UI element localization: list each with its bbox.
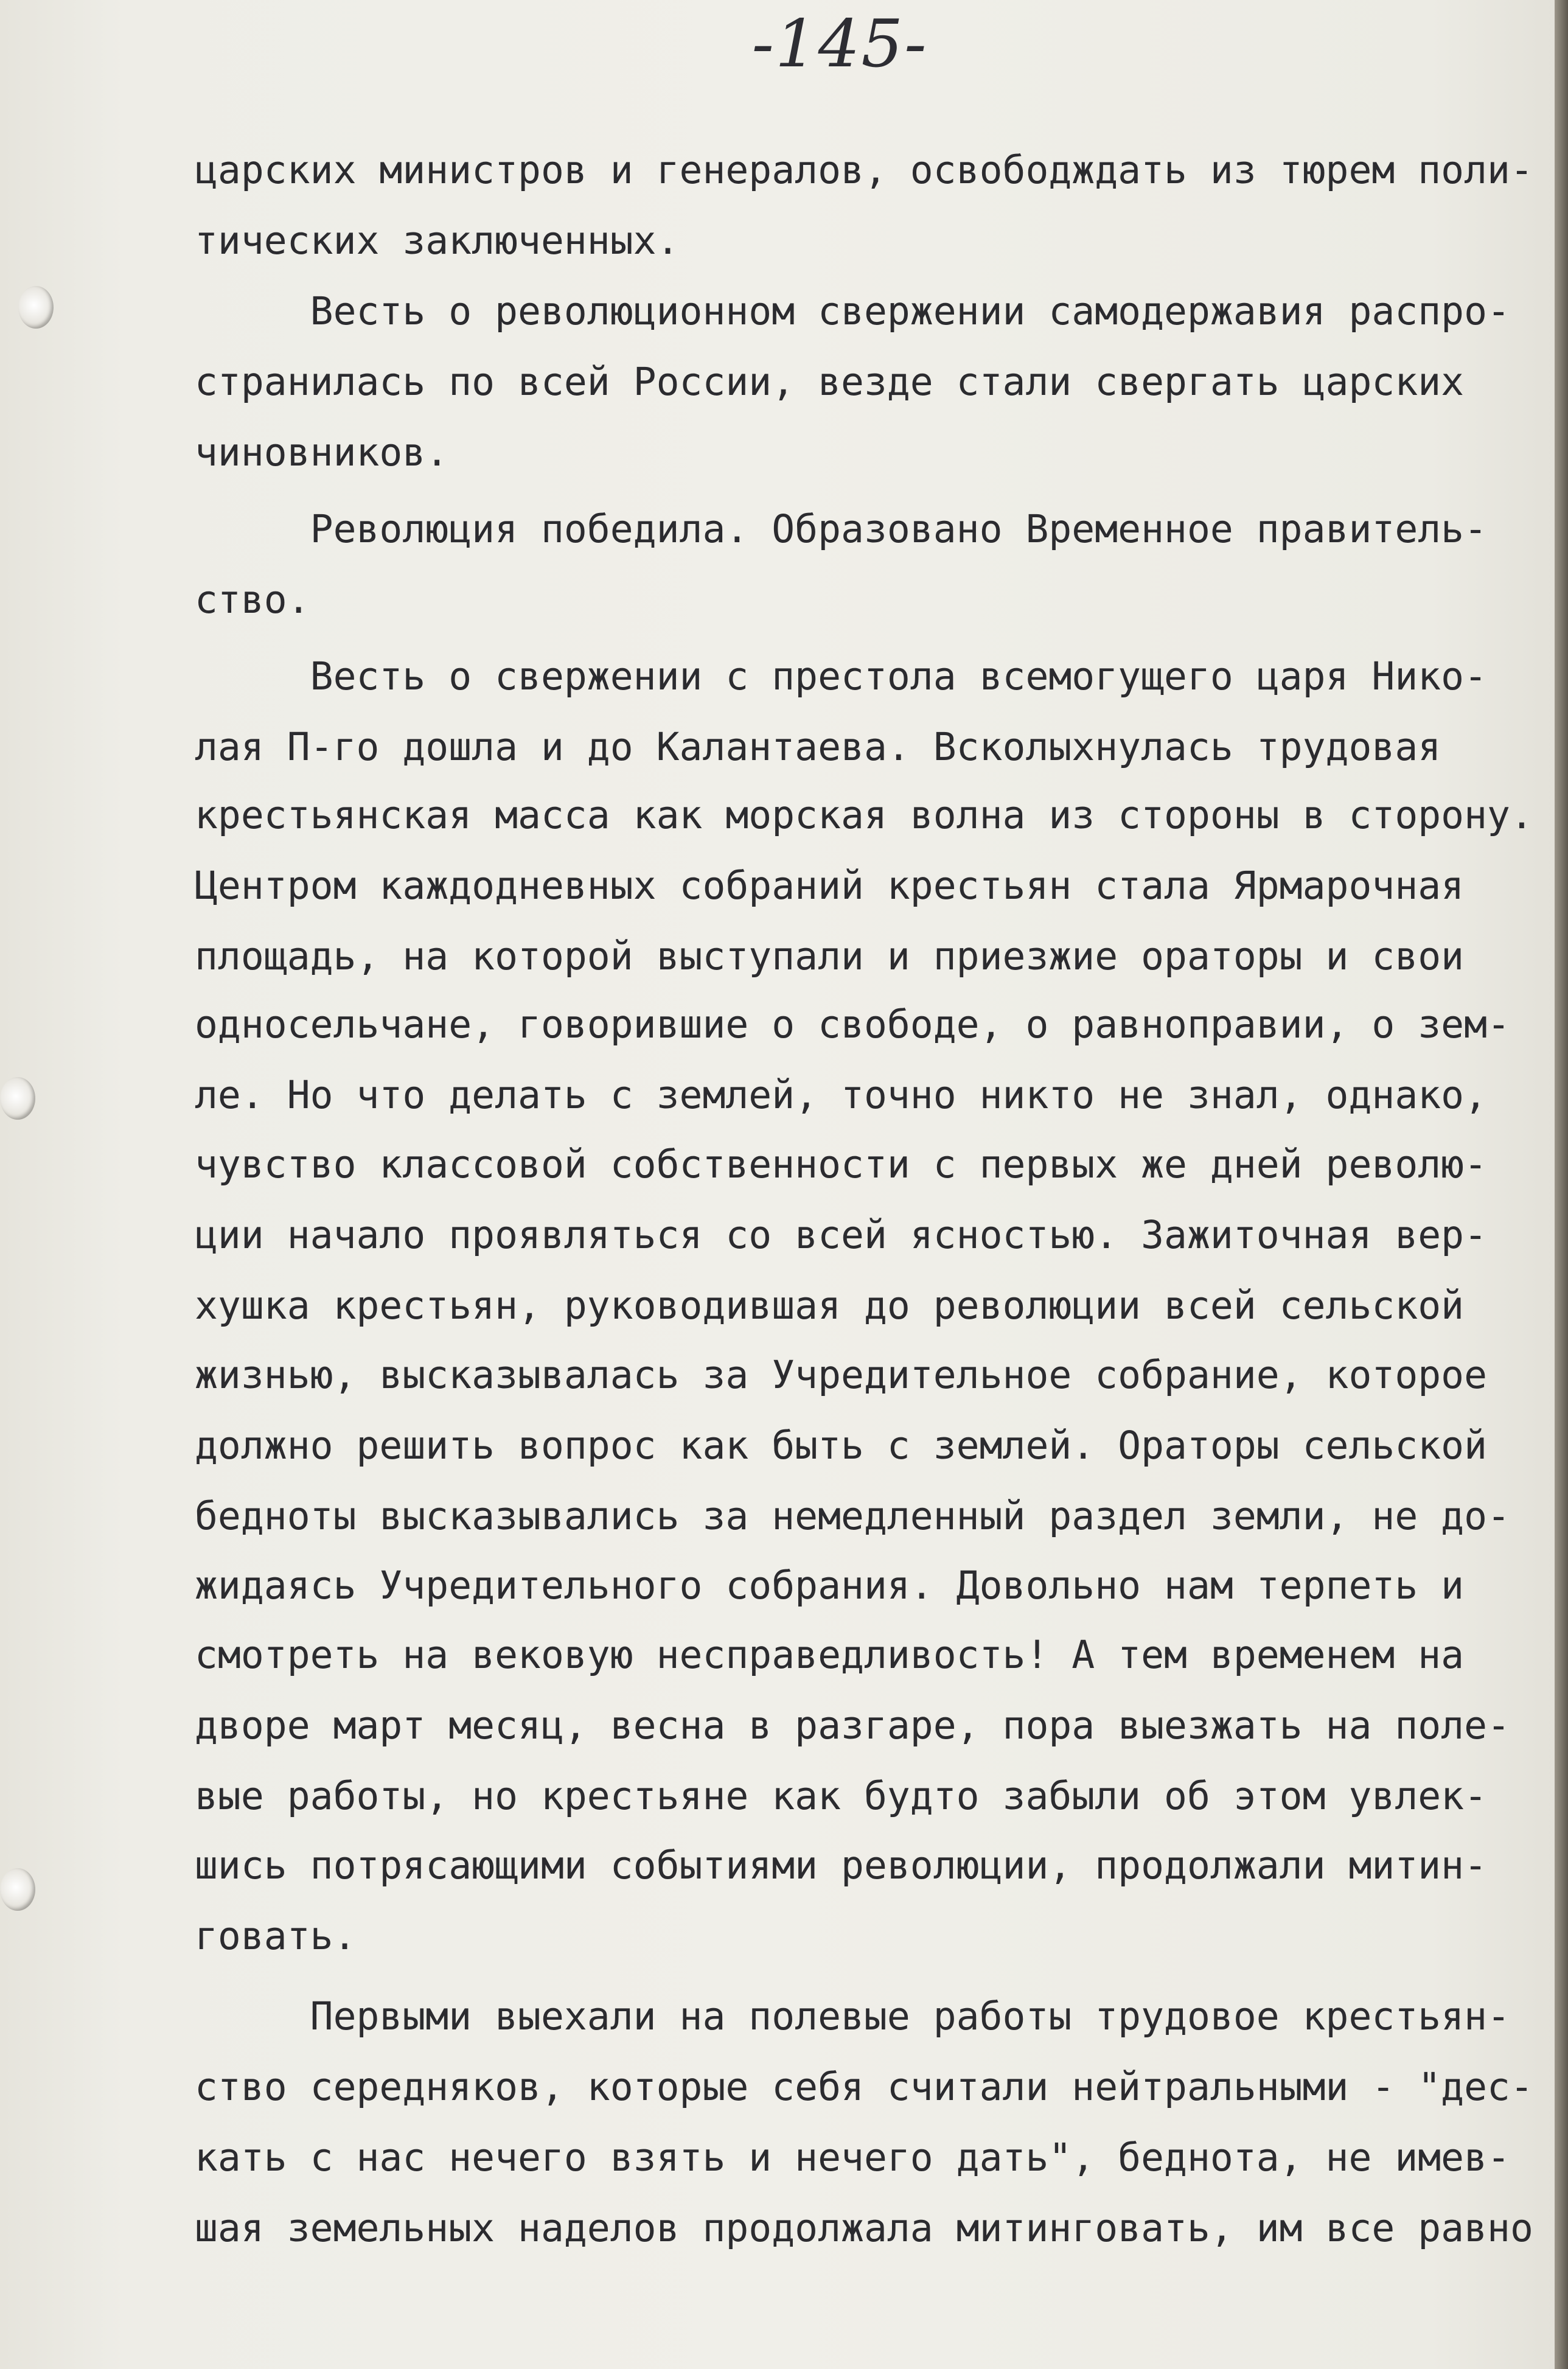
- text-line: тических заключенных.: [195, 218, 680, 263]
- text-line: лая П-го дошла и до Калантаева. Всколыхнулась трудовая: [195, 725, 1441, 769]
- text-line: ство.: [195, 577, 310, 622]
- punch-hole-middle: [0, 1077, 35, 1120]
- text-line: кать с нас нечего взять и нечего дать", беднота, не имев-: [195, 2135, 1510, 2180]
- text-line: жизнью, высказывалась за Учредительное собрание, которое: [195, 1353, 1488, 1397]
- text-line: чиновников.: [195, 430, 449, 475]
- text-line: хушка крестьян, руководившая до революции всей сельской: [195, 1283, 1465, 1328]
- text-line: бедноты высказывались за немедленный раздел земли, не до-: [195, 1494, 1510, 1538]
- text-line: смотреть на вековую несправедливость! А тем временем на: [195, 1633, 1465, 1677]
- text-line: чувство классовой собственности с первых же дней револю-: [195, 1142, 1488, 1187]
- text-line: Центром каждодневных собраний крестьян стала Ярмарочная: [195, 864, 1465, 908]
- text-line: крестьянская масса как морская волна из стороны в сторону.: [195, 793, 1533, 837]
- text-line: Весть о революционном свержении самодержавия распро-: [195, 289, 1510, 333]
- text-line: ции начало проявляться со всей ясностью. Зажиточная вер-: [195, 1213, 1488, 1257]
- text-line: дворе март месяц, весна в разгаре, пора выезжать на поле-: [195, 1703, 1510, 1748]
- text-line: вые работы, но крестьяне как будто забыли об этом увлек-: [195, 1774, 1488, 1818]
- text-line: царских министров и генералов, освободждать из тюрем поли-: [195, 148, 1533, 192]
- text-line: шая земельных наделов продолжала митинговать, им все равно: [195, 2206, 1533, 2250]
- page-edge-shadow: [1555, 0, 1568, 2369]
- punch-hole-bottom: [0, 1868, 35, 1911]
- text-line: Первыми выехали на полевые работы трудовое крестьян-: [195, 1994, 1510, 2039]
- text-line: должно решить вопрос как быть с землей. Ораторы сельской: [195, 1423, 1488, 1468]
- text-line: шись потрясающими событиями революции, продолжали митин-: [195, 1843, 1488, 1888]
- text-line: Весть о свержении с престола всемогущего царя Нико-: [195, 654, 1488, 699]
- text-line: площадь, на которой выступали и приезжие ораторы и свои: [195, 934, 1465, 979]
- punch-hole-top: [18, 286, 54, 329]
- text-line: Революция победила. Образовано Временное правитель-: [195, 507, 1488, 551]
- text-line: ство середняков, которые себя считали нейтральными - "дес-: [195, 2065, 1533, 2109]
- text-line: односельчане, говорившие о свободе, о равноправии, о зем-: [195, 1002, 1510, 1047]
- text-line: жидаясь Учредительного собрания. Довольно нам терпеть и: [195, 1563, 1465, 1608]
- text-line: странилась по всей России, везде стали свергать царских: [195, 360, 1465, 404]
- text-line: говать.: [195, 1914, 357, 1958]
- page-number: -145-: [751, 6, 928, 82]
- text-line: ле. Но что делать с землей, точно никто не знал, однако,: [195, 1073, 1488, 1117]
